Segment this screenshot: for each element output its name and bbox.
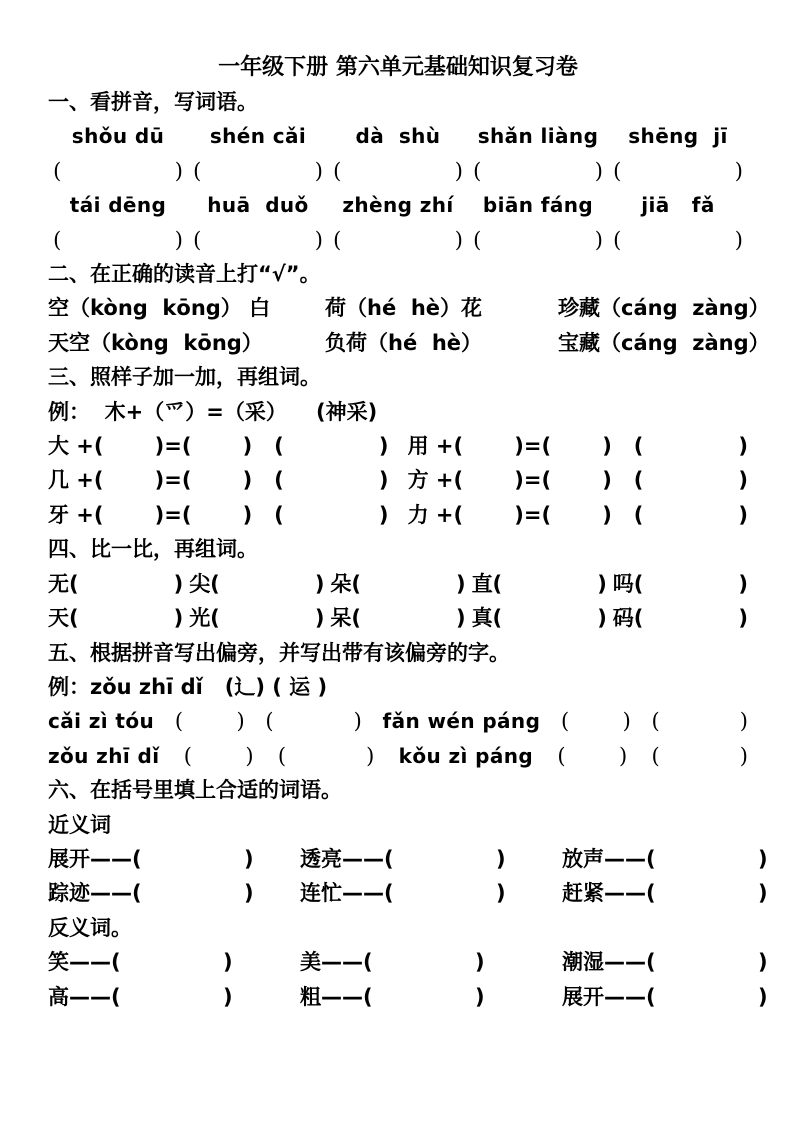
pinyin-word: tái dēng [69, 193, 167, 218]
synonym-item: 展开——( ) [48, 846, 254, 871]
antonym-item: 美——( ) [300, 950, 485, 975]
answer-blank: ( ) [333, 227, 463, 252]
answer-blank-row-2 [48, 223, 748, 257]
pronunciation-item: 空（kòng kōng） 白 [48, 296, 271, 321]
pinyin-word: jiā fǎ [641, 193, 715, 218]
pronunciation-row-2 [48, 326, 770, 360]
radical-row-2 [48, 739, 748, 773]
pinyin-word: huā duǒ [207, 193, 309, 218]
compare-item: 光( ) [189, 606, 325, 631]
pinyin-row-1 [48, 119, 748, 153]
section-compare-characters [48, 532, 748, 635]
pronunciation-item: 天空（kòng kōng） [48, 330, 263, 355]
synonym-item: 透亮——( ) [300, 846, 506, 871]
answer-blank: ( ) [277, 743, 375, 768]
answer-blank: ( ) [53, 227, 183, 252]
answer-blank: ( ) [53, 158, 183, 183]
answer-blank: ( ) [651, 743, 748, 768]
section-3-example: 例： 木+（爫）=（采） (神采) [48, 399, 378, 424]
answer-blank: ( ) [473, 158, 603, 183]
pinyin-word: dà shù [355, 124, 441, 149]
add-radical-item: 牙 +( )=( ) ( ) [48, 502, 389, 527]
compare-item: 直( ) [471, 571, 607, 596]
add-radical-item: 大 +( )=( ) ( ) [48, 434, 389, 459]
radical-pinyin-label: cǎi zì tóu [48, 709, 155, 734]
section-pronunciation-check [48, 257, 770, 360]
add-radical-row [48, 463, 748, 497]
answer-blank: ( ) [651, 709, 748, 734]
section-write-radicals [48, 636, 748, 774]
answer-blank: ( ) [333, 158, 463, 183]
antonym-item: 笑——( ) [48, 950, 233, 975]
section-2-heading: 二、在正确的读音上打“√”。 [48, 262, 321, 287]
section-5-example: 例：zǒu zhī dǐ (辶) ( 运 ) [48, 674, 328, 699]
add-radical-item: 方 +( )=( ) ( ) [407, 468, 748, 493]
pronunciation-item: 珍藏（cáng zàng） [558, 296, 770, 321]
answer-blank: ( ) [613, 227, 743, 252]
section-6-heading: 六、在括号里填上合适的词语。 [48, 778, 342, 803]
section-fill-words [48, 773, 768, 1014]
compare-item: 无( ) [48, 571, 184, 596]
compare-item: 呆( ) [330, 606, 466, 631]
radical-pinyin-label: kǒu zì páng [398, 743, 534, 768]
antonym-item: 高——( ) [48, 984, 233, 1009]
antonym-row-2 [48, 980, 768, 1014]
compare-item: 尖( ) [189, 571, 325, 596]
section-4-heading: 四、比一比，再组词。 [48, 537, 258, 562]
pinyin-word: shén cǎi [209, 124, 307, 149]
section-pinyin-words [48, 85, 748, 257]
pinyin-row-2 [48, 188, 748, 222]
answer-blank: ( ) [183, 743, 254, 768]
section-5-heading: 五、根据拼音写出偏旁，并写出带有该偏旁的字。 [48, 640, 510, 665]
antonym-item: 展开——( ) [562, 984, 768, 1009]
radical-pinyin-label: zǒu zhī dǐ [48, 743, 160, 768]
pinyin-word: zhèng zhí [342, 193, 454, 218]
add-radical-item: 几 +( )=( ) ( ) [48, 468, 389, 493]
add-radical-item: 力 +( )=( ) ( ) [407, 502, 748, 527]
answer-blank: ( ) [174, 709, 245, 734]
synonym-item: 放声——( ) [562, 846, 768, 871]
compare-row-1 [48, 567, 748, 601]
section-3-heading: 三、照样子加一加，再组词。 [48, 365, 321, 390]
pronunciation-row-1 [48, 291, 770, 325]
answer-blank: ( ) [265, 709, 362, 734]
synonym-item: 连忙——( ) [300, 881, 506, 906]
page-title: 一年级下册 第六单元基础知识复习卷 [218, 55, 578, 80]
pronunciation-item: 负荷（hé hè） [325, 330, 483, 355]
radical-pinyin-label: fǎn wén páng [382, 709, 541, 734]
pronunciation-item: 宝藏（cáng zàng） [558, 330, 770, 355]
compare-item: 真( ) [471, 606, 607, 631]
antonym-item: 潮湿——( ) [562, 950, 768, 975]
antonym-item: 粗——( ) [300, 984, 485, 1009]
section-1-heading: 一、看拼音，写词语。 [48, 90, 258, 114]
synonym-row-1 [48, 842, 768, 876]
compare-item: 朵( ) [330, 571, 466, 596]
answer-blank: ( ) [560, 709, 631, 734]
synonym-item: 赶紧——( ) [562, 881, 768, 906]
section-add-radical [48, 360, 748, 532]
compare-item: 天( ) [48, 606, 184, 631]
add-radical-row [48, 498, 748, 532]
synonym-row-2 [48, 876, 768, 910]
pronunciation-item: 荷（hé hè）花 [325, 296, 483, 321]
antonyms-label: 反义词。 [48, 915, 132, 940]
pinyin-word: shǒu dū [71, 124, 165, 149]
synonyms-label: 近义词 [48, 812, 111, 837]
pinyin-word: shǎn liàng [477, 124, 599, 149]
pinyin-word: biān fáng [482, 193, 594, 218]
answer-blank-row-1 [48, 154, 748, 188]
pinyin-word: shēng jī [628, 124, 728, 149]
answer-blank: ( ) [193, 227, 323, 252]
compare-row-2 [48, 601, 748, 635]
add-radical-item: 用 +( )=( ) ( ) [407, 434, 748, 459]
radical-row-1 [48, 704, 748, 738]
answer-blank: ( ) [473, 227, 603, 252]
compare-item: 码( ) [612, 606, 748, 631]
answer-blank: ( ) [613, 158, 743, 183]
antonym-row-1 [48, 945, 768, 979]
add-radical-row [48, 429, 748, 463]
synonym-item: 踪迹——( ) [48, 881, 254, 906]
compare-item: 吗( ) [612, 571, 748, 596]
answer-blank: ( ) [557, 743, 628, 768]
answer-blank: ( ) [193, 158, 323, 183]
